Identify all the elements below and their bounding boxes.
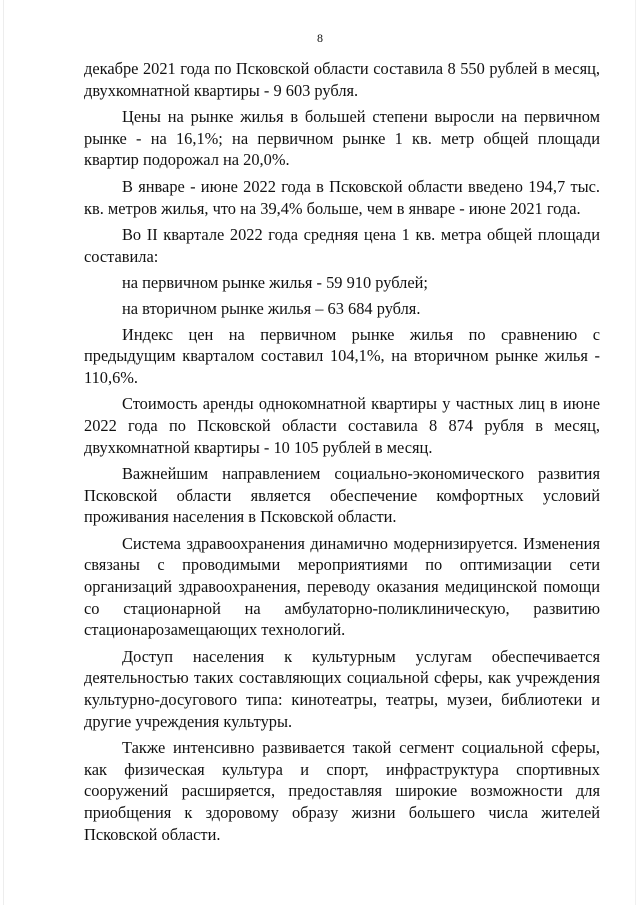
paragraph-avg-price-intro: Во II квартале 2022 года средняя цена 1 кв. метра общей площади составила: [84, 225, 600, 266]
page-number: 8 [317, 31, 323, 45]
scan-edge-right [635, 0, 636, 905]
paragraph-housing-commissioned: В январе - июне 2022 года в Псковской области введено 194,7 тыс. кв. метров жилья, что на 39,4% больше, чем в январе - июне 2021 года. [84, 176, 600, 218]
document-body [84, 58, 600, 845]
paragraph-sport: Также интенсивно развивается такой сегмент социальной сферы, как физическая культура и спорт, инфраструктура спортивных сооружений расширяется, предоставляя широкие возможности для приобщения к здоровому образу жизни большего числа жителей Псковской области. [84, 738, 600, 844]
paragraph-rent-cost: Стоимость аренды однокомнатной квартиры у частных лиц в июне 2022 года по Псковской области составила 8 874 рубля в месяц, двухкомнатной квартиры - 10 105 рублей в месяц. [84, 394, 600, 457]
paragraph-culture: Доступ населения к культурным услугам обеспечивается деятельностью таких составляющих социальной сферы, как учреждения культурно-досугового типа: кинотеатры, театры, музеи, библиотеки и другие учреждения культуры. [84, 646, 600, 731]
paragraph-development-direction: Важнейшим направлением социально-экономического развития Псковской области является обеспечение комфортных условий проживания населения в Псковской области. [84, 464, 600, 527]
list-item-primary-market: на первичном рынке жилья - 59 910 рублей; [122, 273, 428, 293]
list-item-secondary-market: на вторичном рынке жилья – 63 684 рубля. [122, 298, 421, 318]
scan-edge-left [3, 0, 4, 905]
paragraph-price-index: Индекс цен на первичном рынке жилья по сравнению с предыдущим кварталом составил 104,1%, на вторичном рынке жилья - 110,6%. [84, 324, 600, 387]
paragraph-healthcare: Система здравоохранения динамично модернизируется. Изменения связаны с проводимыми мероприятиями по оптимизации сети организаций здравоохранения, переводу оказания медицинской помощи со стационарной на амбулаторно-поликлиническую, развитию стационарозамещающих технологий. [84, 533, 600, 640]
paragraph-price-growth: Цены на рынке жилья в большей степени выросли на первичном рынке - на 16,1%; на первичном рынке 1 кв. метр общей площади квартир подорожал на 20,0%. [84, 107, 600, 170]
paragraph-rent-continuation: декабре 2021 года по Псковской области составила 8 550 рублей в месяц, двухкомнатной квартиры - 9 603 рубля. [84, 59, 600, 100]
